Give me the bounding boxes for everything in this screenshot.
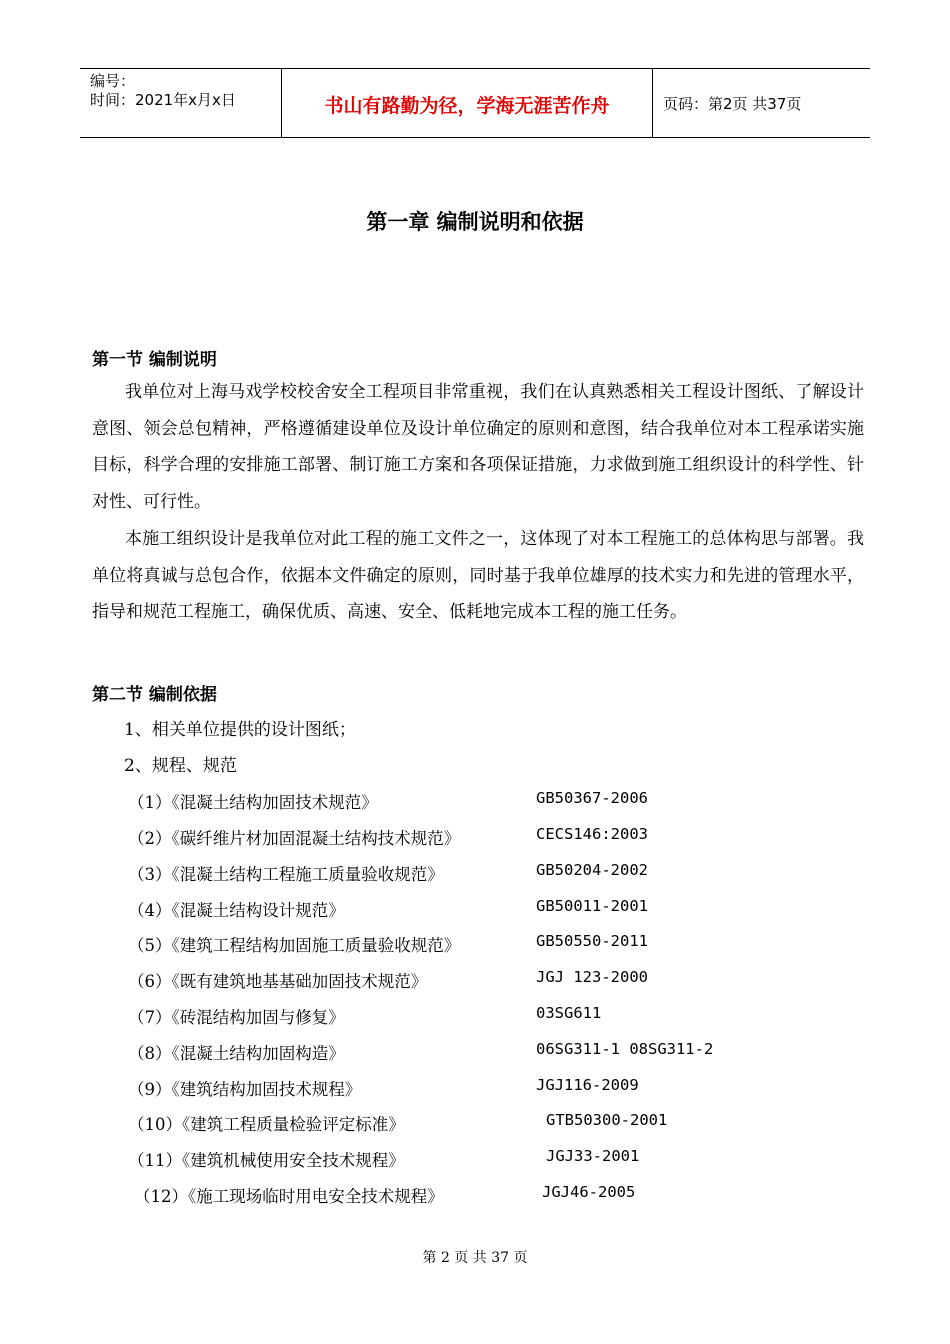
chapter-title: 第一章 编制说明和依据 xyxy=(366,210,584,234)
reference-row xyxy=(0,825,950,849)
reference-code: CECS146:2003 xyxy=(536,825,648,843)
section-2-title: 第二节 编制依据 xyxy=(92,685,217,705)
reference-code: GB50204-2002 xyxy=(536,861,648,879)
reference-title: （12）《施工现场临时用电安全技术规程》 xyxy=(134,1187,444,1206)
reference-code: JGJ46-2005 xyxy=(542,1183,636,1201)
header-page-cell xyxy=(653,69,870,137)
reference-title: （7）《砖混结构加固与修复》 xyxy=(128,1008,345,1027)
reference-title: （9）《建筑结构加固技术规程》 xyxy=(128,1080,362,1099)
reference-title: （2）《碳纤维片材加固混凝土结构技术规范》 xyxy=(128,829,461,848)
basis-item: 2、规程、规范 xyxy=(124,756,237,776)
document-header xyxy=(80,68,870,138)
reference-title: （5）《建筑工程结构加固施工质量验收规范》 xyxy=(128,936,461,955)
reference-row xyxy=(0,861,950,885)
reference-title: （11）《建筑机械使用安全技术规程》 xyxy=(128,1151,405,1170)
document-number-label: 编号： xyxy=(90,72,136,90)
reference-code: GB50550-2011 xyxy=(536,932,648,950)
reference-code: JGJ116-2009 xyxy=(536,1076,639,1094)
section-1-paragraph: 我单位对上海马戏学校校舍安全工程项目非常重视，我们在认真熟悉相关工程设计图纸、了解设计意图、领会总包精神，严格遵循建设单位及设计单位确定的原则和意图，结合我单位对本工程承诺实施目标，科学合理的安排施工部署、制订施工方案和各项保证措施，力求做到施工组织设计的科学性、针对性、可行性。 xyxy=(92,382,864,512)
reference-row xyxy=(0,897,950,921)
reference-row xyxy=(0,968,950,992)
reference-title: （8）《混凝土结构加固构造》 xyxy=(128,1044,345,1063)
section-1-title: 第一节 编制说明 xyxy=(92,350,217,370)
reference-title: （10）《建筑工程质量检验评定标准》 xyxy=(128,1115,405,1134)
reference-title: （4）《混凝土结构设计规范》 xyxy=(128,901,345,920)
document-time-label: 时间：2021年x月x日 xyxy=(90,91,236,109)
reference-row xyxy=(0,1111,950,1135)
page-footer: 第 2 页 共 37 页 xyxy=(422,1250,528,1266)
reference-code: GTB50300-2001 xyxy=(546,1111,668,1129)
reference-row xyxy=(0,1183,950,1207)
reference-row xyxy=(0,932,950,956)
section-1-paragraph: 本施工组织设计是我单位对此工程的施工文件之一，这体现了对本工程施工的总体构思与部署。我单位将真诚与总包合作，依据本文件确定的原则，同时基于我单位雄厚的技术实力和先进的管理水平，指导和规范工程施工，确保优质、高速、安全、低耗地完成本工程的施工任务。 xyxy=(92,529,864,622)
reference-title: （1）《混凝土结构加固技术规范》 xyxy=(128,793,378,812)
header-page-code: 页码：第2页 共37页 xyxy=(663,95,802,113)
reference-code: 06SG311-1 08SG311-2 xyxy=(536,1040,714,1058)
reference-row xyxy=(0,789,950,813)
reference-row xyxy=(0,1004,950,1028)
reference-code: GB50011-2001 xyxy=(536,897,648,915)
basis-item: 1、相关单位提供的设计图纸； xyxy=(124,720,356,740)
reference-code: JGJ 123-2000 xyxy=(536,968,648,986)
header-motto-cell xyxy=(281,69,653,137)
reference-row xyxy=(0,1076,950,1100)
reference-code: 03SG611 xyxy=(536,1004,602,1022)
reference-title: （3）《混凝土结构工程施工质量验收规范》 xyxy=(128,865,444,884)
reference-title: （6）《既有建筑地基基础加固技术规范》 xyxy=(128,972,428,991)
header-motto: 书山有路勤为径，学海无涯苦作舟 xyxy=(324,95,610,117)
reference-row xyxy=(0,1040,950,1064)
header-info-cell xyxy=(80,69,280,137)
reference-code: JGJ33-2001 xyxy=(546,1147,640,1165)
reference-code: GB50367-2006 xyxy=(536,789,648,807)
reference-row xyxy=(0,1147,950,1171)
